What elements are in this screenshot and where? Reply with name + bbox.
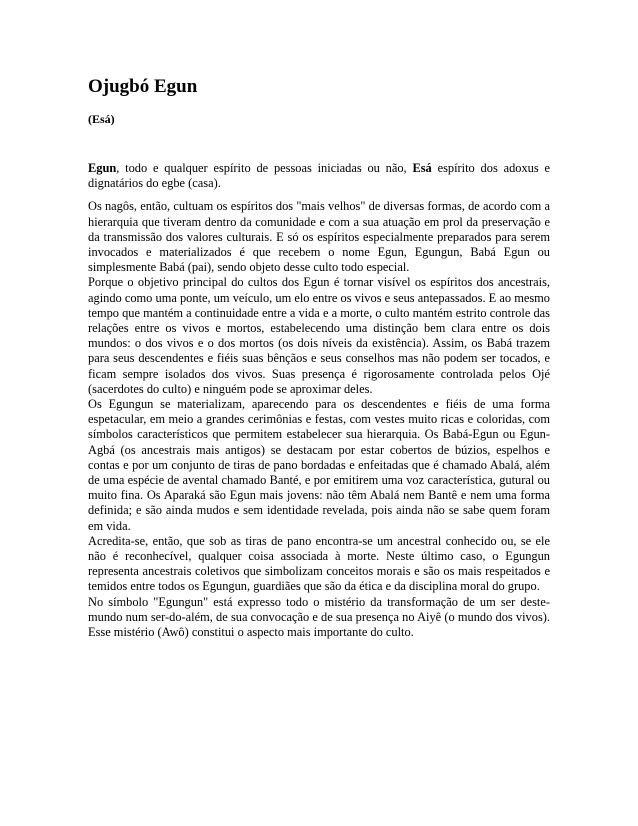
- document-subtitle: (Esá): [88, 112, 115, 126]
- body-paragraph-2: Porque o objetivo principal do cultos dos Egun é tornar visível os espíritos dos ancestrais, agindo como uma ponte, um veículo, um elo entre os vivos e seus antepassados. E ao mesmo tempo que mantém a continuidade entre a vida e a morte, o culto mantém estrito controle das relações entre os vivos e mortos, estabelecendo uma distinção bem clara entre os dois mundos: o dos vivos e o dos mortos (os dois níveis da existência). Assim, os Babá trazem para seus descendentes e fiéis suas bênçãos e seus conselhos mas não podem ser tocados, e ficam sempre isolados dos vivos. Suas presença é rigorosamente controlada pelos Ojé (sacerdotes do culto) e ninguém pode se aproximar deles.: [88, 275, 550, 396]
- intro-paragraph: [88, 161, 550, 191]
- intro-text-2: espírito dos adoxus e dignatários do egbe (casa).: [88, 161, 550, 191]
- intro-text-1: , todo e qualquer espírito de pessoas iniciadas ou não,: [116, 161, 413, 175]
- body-paragraph-1: Os nagôs, então, cultuam os espíritos dos "mais velhos" de diversas formas, de acordo com a hierarquia que tiveram dentro da comunidade e com a sua atuação em prol da preservação e da transmissão dos valores culturais. E só os espíritos especialmente preparados para serem invocados e materializados é que recebem o nome Egun, Egungun, Babá Egun ou simplesmente Babá (pai), sendo objeto desse culto todo especial.: [88, 199, 550, 275]
- body-paragraph-4: Acredita-se, então, que sob as tiras de pano encontra-se um ancestral conhecido ou, se ele não é reconhecível, qualquer coisa associada à morte. Neste último caso, o Egungun representa ancestrais coletivos que simbolizam conceitos morais e são os mais respeitados e temidos entre todos os Egungun, guardiães que são da ética e da disciplina moral do grupo.: [88, 533, 550, 594]
- document-title: Ojugbó Egun: [88, 76, 198, 97]
- body-paragraph-5: No símbolo "Egungun" está expresso todo o mistério da transformação de um ser deste-mundo num ser-do-além, de sua convocação e de sua presença no Aiyê (o mundo dos vivos). Esse mistério (Awô) constitui o aspecto mais importante do culto.: [88, 594, 550, 640]
- document-page: [88, 76, 550, 640]
- intro-term-egun: Egun: [88, 161, 117, 175]
- intro-term-esa: Esá: [412, 161, 432, 175]
- body-paragraph-3: Os Egungun se materializam, aparecendo para os descendentes e fiéis de uma forma espetacular, em meio a grandes cerimônias e festas, com vestes muito ricas e coloridas, com símbolos característicos que permitem estabelecer sua hierarquia. Os Babá-Egun ou Egun-Agbá (os ancestrais mais antigos) se destacam por estar cobertos de búzios, espelhos e contas e por um conjunto de tiras de pano bordadas e enfeitadas que é chamado Abalá, além de uma espécie de avental chamado Banté, e por emitirem uma voz característica, gutural ou muito fina. Os Aparaká são Egun mais jovens: não têm Abalá nem Bantê e nem uma forma definida; e são ainda mudos e sem identidade revelada, pois ainda não se sabe quem foram em vida.: [88, 397, 550, 533]
